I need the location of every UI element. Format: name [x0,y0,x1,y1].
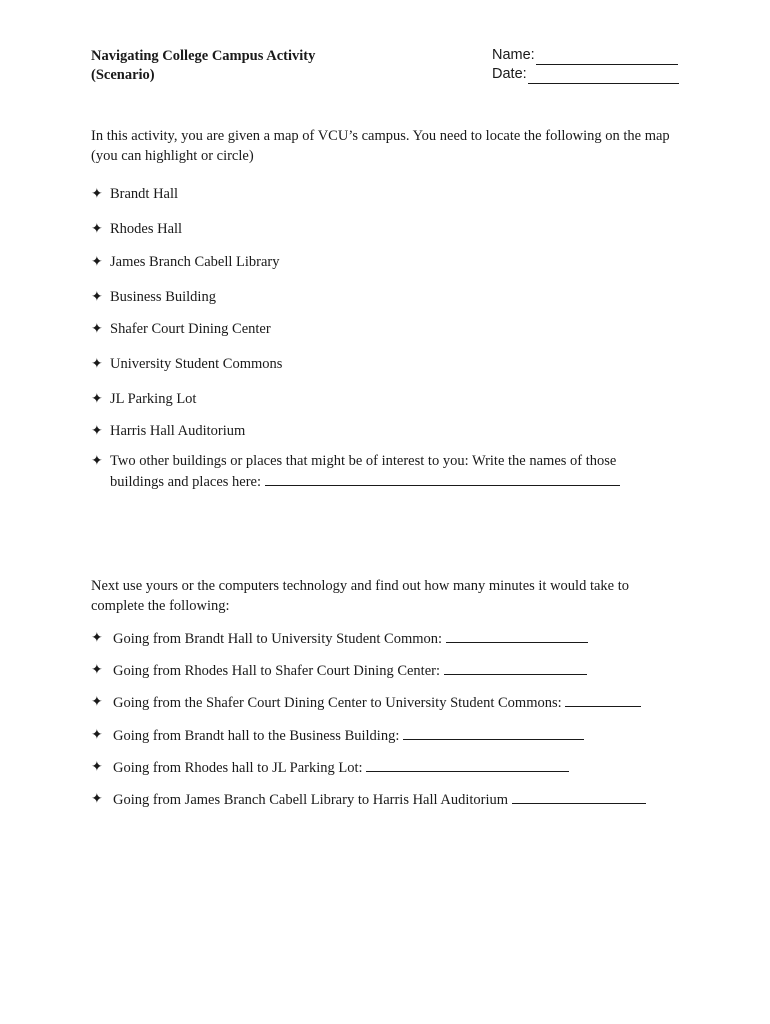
star-bullet-icon: ✦ [91,356,103,372]
star-bullet-icon: ✦ [91,221,103,237]
time-item-label: Going from Brandt hall to the Business Building: [113,728,400,744]
star-bullet-icon: ✦ [91,391,103,407]
name-blank-line[interactable] [536,51,678,65]
star-bullet-icon: ✦ [91,186,103,202]
star-bullet-icon: ✦ [91,254,103,270]
locate-item-label: Harris Hall Auditorium [110,423,246,439]
worksheet-title [91,47,315,85]
other-item-line-1: Two other buildings or places that might be of interest to you: Write the names of those [110,453,617,469]
star-bullet-icon: ✦ [91,662,103,678]
locate-item-label: James Branch Cabell Library [110,254,280,270]
date-label: Date: [492,66,527,82]
time-item-label: Going from Rhodes hall to JL Parking Lot: [113,760,363,776]
time-item [113,789,646,810]
star-bullet-icon: ✦ [91,453,103,469]
title-line-2: (Scenario) [91,67,155,83]
time-item-label: Going from Brandt Hall to University Student Common: [113,631,443,647]
star-bullet-icon: ✦ [91,759,103,775]
time-answer-blank[interactable] [403,725,584,740]
time-answer-blank[interactable] [444,660,587,675]
time-item [113,628,588,649]
locate-item-label: Brandt Hall [110,186,179,202]
star-bullet-icon: ✦ [91,289,103,305]
time-item-label: Going from Rhodes Hall to Shafer Court Dining Center: [113,663,441,679]
name-label: Name: [492,47,535,63]
time-item [113,692,641,713]
date-blank-line[interactable] [528,70,679,84]
time-item [113,725,584,746]
time-item [113,660,587,681]
locate-item-label: Shafer Court Dining Center [110,321,271,337]
name-date-block [492,46,679,84]
star-bullet-icon: ✦ [91,630,103,646]
other-item-line-2 [110,471,620,492]
locate-item-label: JL Parking Lot [110,391,197,407]
other-places-blank[interactable] [265,471,620,486]
star-bullet-icon: ✦ [91,791,103,807]
star-bullet-icon: ✦ [91,694,103,710]
star-bullet-icon: ✦ [91,727,103,743]
star-bullet-icon: ✦ [91,321,103,337]
title-line-1: Navigating College Campus Activity [91,48,316,64]
intro-paragraph: In this activity, you are given a map of VCU’s campus. You need to locate the following on the map (you can highlight or circle) [91,128,670,164]
other-item-line-2-label: buildings and places here: [110,474,261,490]
time-item [113,757,569,778]
time-item-label: Going from the Shafer Court Dining Center to University Student Commons: [113,695,562,711]
locate-item-label: Rhodes Hall [110,221,183,237]
next-instruction-paragraph: Next use yours or the computers technology and find out how many minutes it would take to complete the following: [91,578,630,614]
time-answer-blank[interactable] [366,757,569,772]
time-answer-blank[interactable] [565,692,641,707]
time-answer-blank[interactable] [446,628,588,643]
locate-item-label: University Student Commons [110,356,283,372]
time-answer-blank[interactable] [512,789,646,804]
locate-item-label: Business Building [110,289,216,305]
time-item-label: Going from James Branch Cabell Library to Harris Hall Auditorium [113,792,509,808]
star-bullet-icon: ✦ [91,423,103,439]
